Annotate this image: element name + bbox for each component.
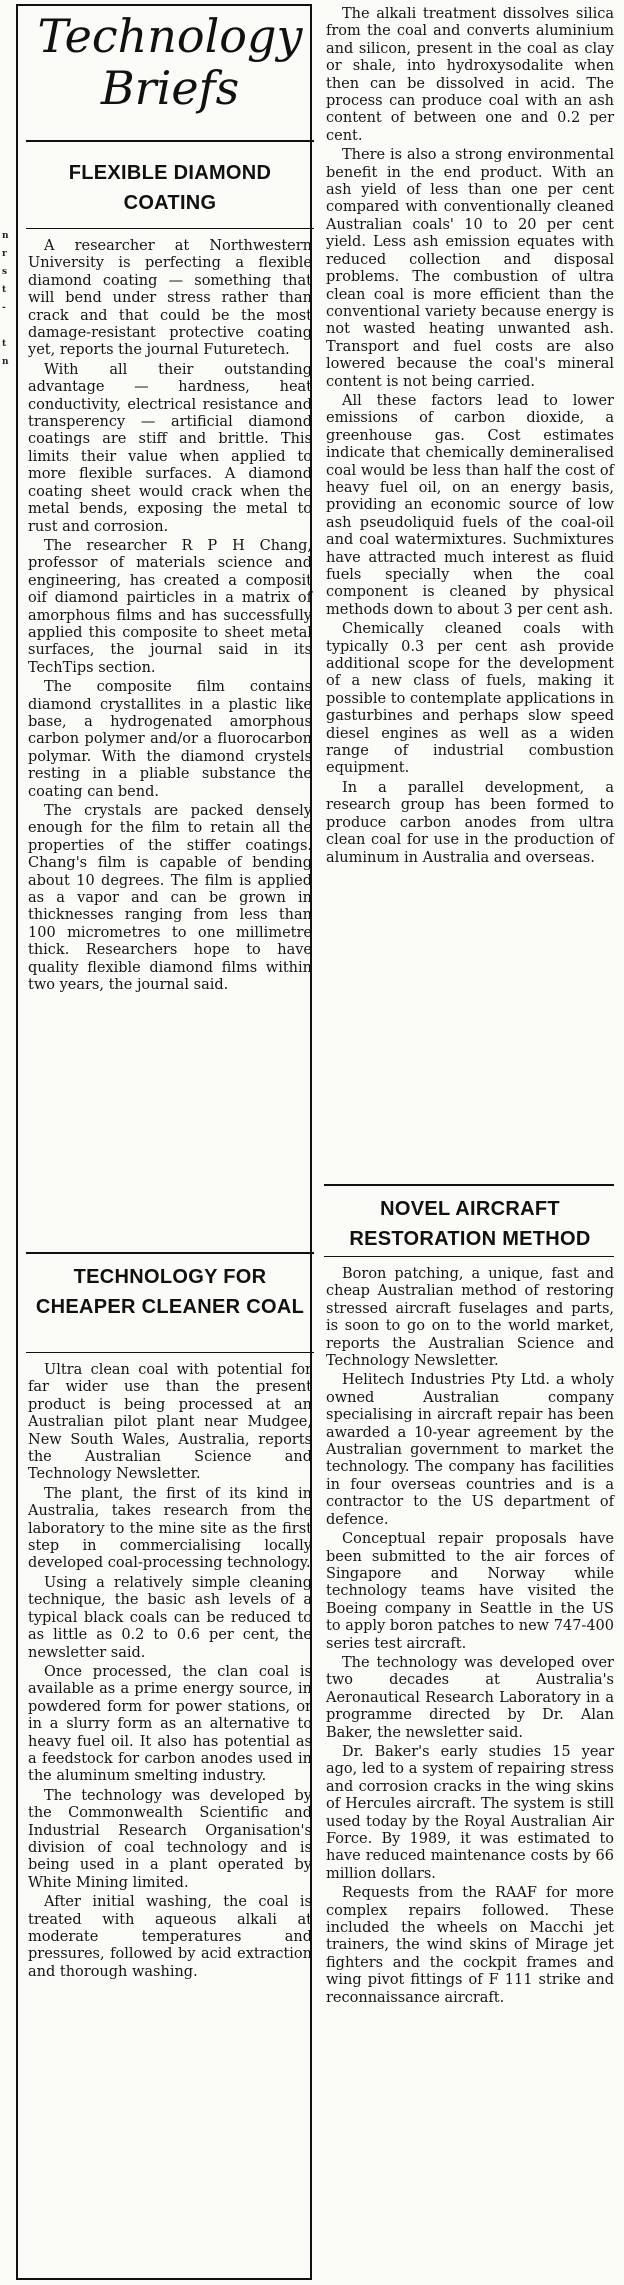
- article-paragraph: Conceptual repair proposals have been submitted to the air forces of Singapore and Norway while technology teams have visited the Boeing company in Seattle in the US to apply boron patches to new 747-400 series test aircraft.: [326, 1531, 614, 1652]
- margin-mark: n: [2, 231, 9, 241]
- article-paragraph: The composite film contains diamond crystallites in a plastic like base, a hydrogenated amorphous carbon polymer and/or a fluorocarbon polymar. With the diamond crystels resting in a pliable substance the coating can bend.: [28, 679, 312, 800]
- article-paragraph: There is also a strong environmental benefit in the end product. With an ash yield of less than one per cent compared with conventionally cleaned Australian coals' 10 to 20 per cent yield. Less ash emission equates with reduced collection and disposal problems. The combustion of ultra clean coal is more efficient than the conventional variety because energy is not wasted heating unwanted ash. Transport and fuel costs are also lowered because the coal's mineral content is not being carried.: [326, 147, 614, 390]
- margin-mark: n: [2, 357, 9, 367]
- article-paragraph: Using a relatively simple cleaning technique, the basic ash levels of a typical black coals can be reduced to as little as 0.2 to 0.6 per cent, the newsletter said.: [28, 1574, 312, 1661]
- article-paragraph: Ultra clean coal with potential for far wider use than the present product is being processed at an Australian pilot plant near Mudgee, New South Wales, Australia, reports the Australian Science and Technology Newsletter.: [28, 1362, 312, 1483]
- headline-rule: [26, 1352, 314, 1353]
- masthead-line-1: Technology: [37, 9, 303, 63]
- masthead-title: [26, 10, 314, 114]
- headline-rule: [26, 1252, 314, 1254]
- article-paragraph: In a parallel development, a research group has been formed to produce carbon anodes from ultra clean coal for use in the production of aluminum in Australia and overseas.: [326, 779, 614, 866]
- article-paragraph: After initial washing, the coal is treated with aqueous alkali at moderate temperatures and pressures, followed by acid extraction and thorough washing.: [28, 1894, 312, 1980]
- article-paragraph: The alkali treatment dissolves silica from the coal and converts aluminium and silicon, present in the coal as clay or shale, into hydroxysodalite when then can be dissolved in acid. The process can produce coal with an ash content of between one and 0.2 per cent.: [326, 6, 614, 144]
- article-2-body-continued: [326, 6, 614, 1176]
- article-paragraph: The technology was developed by the Commonwealth Scientific and Industrial Research Organisation's division of coal technology and is being used in a plant operated by White Mining limited.: [28, 1787, 312, 1891]
- article-paragraph: Chemically cleaned coals with typically 0.3 per cent ash provide additional scope for the development of a new class of fuels, making it possible to contemplate applications in gasturbines and perhaps slow speed diesel engines as well as a widen range of industrial combustion equipment.: [326, 621, 614, 777]
- article-paragraph: Helitech Industries Pty Ltd. a wholy owned Australian company specialising in aircraft repair has been awarded a 10-year agreement by the Australian government to market the technology. The company has facilities in four overseas countries and is a contractor to the US department of defence.: [326, 1372, 614, 1528]
- left-margin-strip: [0, 0, 10, 2285]
- article-3-body: [326, 1266, 614, 2278]
- margin-mark: -: [2, 303, 6, 313]
- headline-rule: [26, 228, 314, 229]
- article-paragraph: The technology was developed over two decades at Australia's Aeronautical Research Laboratory in a programme directed by Dr. Alan Baker, the newsletter said.: [326, 1654, 614, 1741]
- headline-rule: [324, 1184, 614, 1186]
- headline-rule: [324, 1256, 614, 1257]
- article-paragraph: The crystals are packed densely enough for the film to retain all the properties of the stiffer coatings. Chang's film is capable of bending about 10 degrees. The film is applied as a vapor and can be grown in thicknesses ranging from less than 100 micrometres to one millimetre thick. Researchers hope to have quality flexible diamond films within two years, the journal said.: [28, 803, 312, 994]
- left-column: [12, 0, 314, 2285]
- article-paragraph: All these factors lead to lower emissions of carbon dioxide, a greenhouse gas. Cost estimates indicate that chemically demineralised coal would be less than half the cost of heavy fuel oil, on an energy basis, providing an economic source of low ash pseudoliquid fuels of the coal-oil and coal watermixtures. Suchmixtures have attracted much interest as fluid fuels specially when the coal component is cleaned by physical methods down to about 3 per cent ash.: [326, 392, 614, 618]
- margin-mark: r: [2, 249, 7, 259]
- article-paragraph: Boron patching, a unique, fast and cheap Australian method of restoring stressed aircraft fuselages and parts, is soon to go on to the world market, reports the Australian Science and Technology Newsletter.: [326, 1266, 614, 1370]
- article-paragraph: A researcher at Northwestern University is perfecting a flexible diamond coating — something that will bend under stress rather than crack and that could be the most damage-resistant protective coating yet, reports the journal Futuretech.: [28, 238, 312, 359]
- article-2-body-part-1: [28, 1362, 312, 2277]
- margin-mark: s: [2, 267, 8, 277]
- headline-rule: [26, 140, 314, 142]
- article-paragraph: Once processed, the clan coal is available as a prime energy source, in powdered form for power stations, or in a slurry form as an alternative to heavy fuel oil. It also has potential as a feedstock for carbon anodes used in the aluminum smelting industry.: [28, 1663, 312, 1785]
- article-1-headline: FLEXIBLE DIAMOND COATING: [68, 162, 272, 214]
- margin-mark: t: [2, 339, 7, 349]
- article-paragraph: The plant, the first of its kind in Australia, takes research from the laboratory to the mine site as the first step in commercialising locally developed coal-processing technology.: [28, 1485, 312, 1572]
- article-3-headline: NOVEL AIRCRAFT RESTORATION METHOD: [349, 1198, 591, 1250]
- article-paragraph: Requests from the RAAF for more complex repairs followed. These included the wheels on Macchi jet trainers, the wind skins of Mirage jet fighters and the cockpit frames and wing pivot fittings of F 111 strike and reconnaissance aircraft.: [326, 1885, 614, 2006]
- article-paragraph: Dr. Baker's early studies 15 year ago, led to a system of repairing stress and corrosion cracks in the wing skins of Hercules aircraft. The system is still used today by the Royal Australian Air Force. By 1989, it was estimated to have reduced maintenance costs by 66 million dollars.: [326, 1743, 614, 1882]
- article-paragraph: The researcher R P H Chang, professor of materials science and engineering, has created a composit oif diamond pairticles in a matrix of amorphous films and has successfully applied this composite to sheet metal surfaces, the journal said in its TechTips section.: [28, 537, 312, 676]
- article-2-headline: TECHNOLOGY FOR CHEAPER CLEANER COAL: [35, 1266, 305, 1318]
- article-paragraph: With all their outstanding advantage — hardness, heat conductivity, electrical resistance and transperency — artificial diamond coatings are stiff and brittle. This limits their value when applied to more flexible surfaces. A diamond coating sheet would crack when the metal bends, exposing the metal to rust and corrosion.: [28, 361, 312, 535]
- margin-mark: t: [2, 285, 7, 295]
- article-1-body: [28, 238, 312, 1246]
- right-column: [320, 0, 618, 2285]
- masthead-line-2: Briefs: [100, 61, 240, 115]
